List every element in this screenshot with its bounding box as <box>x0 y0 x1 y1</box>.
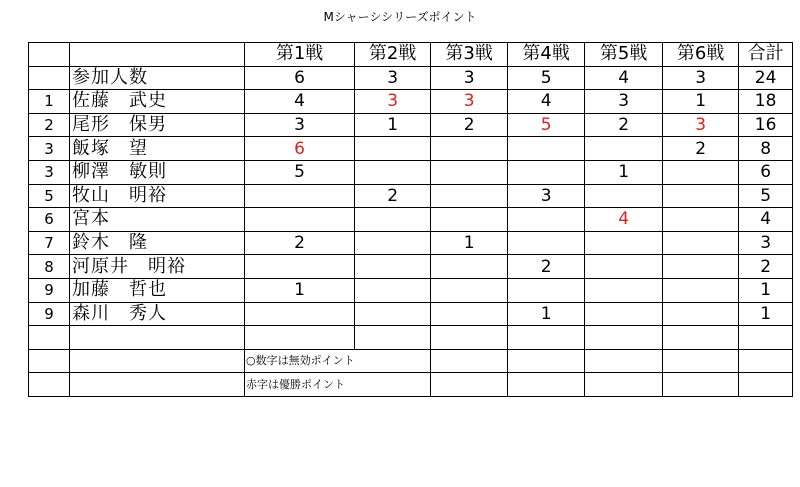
note-name-cell <box>70 373 245 397</box>
blank-cell <box>739 326 793 350</box>
header-total: 合計 <box>739 43 793 67</box>
race-1-points: 3 <box>245 113 355 137</box>
note-empty-cell <box>431 349 508 373</box>
table-row <box>29 90 793 114</box>
race-2-points: 2 <box>355 184 431 208</box>
rank-cell: 8 <box>29 255 70 279</box>
table-row <box>29 208 793 232</box>
race-3-points <box>431 255 508 279</box>
total-points: 5 <box>739 184 793 208</box>
blank-cell <box>355 326 431 350</box>
table-row <box>29 113 793 137</box>
race-6-points <box>663 255 739 279</box>
note-row-winner <box>29 373 793 397</box>
race-2-points <box>355 231 431 255</box>
race-6-points: 1 <box>663 90 739 114</box>
race-6-points <box>663 160 739 184</box>
participants-label: 参加人数 <box>70 66 245 90</box>
race-5-points: 3 <box>585 90 663 114</box>
rank-cell: 2 <box>29 113 70 137</box>
race-4-points <box>508 137 585 161</box>
rank-cell: 3 <box>29 160 70 184</box>
total-points: 16 <box>739 113 793 137</box>
blank-row <box>29 326 793 350</box>
race-6-points <box>663 231 739 255</box>
blank-cell <box>70 326 245 350</box>
race-4-points: 5 <box>508 113 585 137</box>
blank-cell <box>245 326 355 350</box>
race-1-points <box>245 255 355 279</box>
race-4-points: 4 <box>508 90 585 114</box>
note-empty-cell <box>585 349 663 373</box>
race-3-points <box>431 278 508 302</box>
page-title: Mシャーシシリーズポイント <box>323 10 477 24</box>
participants-count-6: 3 <box>663 66 739 90</box>
race-5-points <box>585 184 663 208</box>
player-name: 鈴木 隆 <box>70 231 245 255</box>
race-1-points: 4 <box>245 90 355 114</box>
header-race-5: 第5戦 <box>585 43 663 67</box>
note-empty-cell <box>739 349 793 373</box>
race-2-points <box>355 208 431 232</box>
player-name: 柳澤 敏則 <box>70 160 245 184</box>
participants-rank-cell <box>29 66 70 90</box>
race-3-points: 3 <box>431 90 508 114</box>
note-empty-cell <box>508 349 585 373</box>
note-rank-cell <box>29 349 70 373</box>
race-3-points <box>431 184 508 208</box>
race-1-points: 1 <box>245 278 355 302</box>
note-empty-cell <box>663 349 739 373</box>
race-1-points <box>245 302 355 326</box>
blank-cell <box>663 326 739 350</box>
race-5-points: 4 <box>585 208 663 232</box>
note-empty-cell <box>585 373 663 397</box>
player-name: 飯塚 望 <box>70 137 245 161</box>
table-row <box>29 184 793 208</box>
total-points: 8 <box>739 137 793 161</box>
rank-cell: 5 <box>29 184 70 208</box>
note-invalid-points: ○数字は無効ポイント <box>245 349 355 373</box>
participants-total: 24 <box>739 66 793 90</box>
race-5-points <box>585 231 663 255</box>
total-points: 18 <box>739 90 793 114</box>
race-2-points <box>355 160 431 184</box>
race-3-points <box>431 160 508 184</box>
participants-count-3: 3 <box>431 66 508 90</box>
note-continuation-cell <box>355 349 431 373</box>
race-4-points: 2 <box>508 255 585 279</box>
race-3-points <box>431 302 508 326</box>
participants-count-4: 5 <box>508 66 585 90</box>
blank-cell <box>29 326 70 350</box>
points-table <box>28 42 793 397</box>
note-rank-cell <box>29 373 70 397</box>
race-2-points <box>355 278 431 302</box>
header-row <box>29 43 793 67</box>
race-1-points: 2 <box>245 231 355 255</box>
table-row <box>29 231 793 255</box>
race-5-points <box>585 302 663 326</box>
race-1-points: 6 <box>245 137 355 161</box>
header-race-2: 第2戦 <box>355 43 431 67</box>
race-5-points <box>585 278 663 302</box>
race-3-points <box>431 208 508 232</box>
participants-count-1: 6 <box>245 66 355 90</box>
total-points: 2 <box>739 255 793 279</box>
race-4-points <box>508 160 585 184</box>
participants-row <box>29 66 793 90</box>
header-name-cell <box>70 43 245 67</box>
total-points: 6 <box>739 160 793 184</box>
total-points: 3 <box>739 231 793 255</box>
race-4-points <box>508 278 585 302</box>
note-name-cell <box>70 349 245 373</box>
header-race-1: 第1戦 <box>245 43 355 67</box>
rank-cell: 1 <box>29 90 70 114</box>
note-row-invalid <box>29 349 793 373</box>
race-2-points: 3 <box>355 90 431 114</box>
rank-cell: 9 <box>29 278 70 302</box>
race-5-points <box>585 255 663 279</box>
participants-count-2: 3 <box>355 66 431 90</box>
race-3-points <box>431 137 508 161</box>
race-5-points: 1 <box>585 160 663 184</box>
note-empty-cell <box>739 373 793 397</box>
player-name: 加藤 哲也 <box>70 278 245 302</box>
race-1-points <box>245 208 355 232</box>
table-row <box>29 278 793 302</box>
race-6-points: 2 <box>663 137 739 161</box>
note-empty-cell <box>508 373 585 397</box>
rank-cell: 9 <box>29 302 70 326</box>
header-rank-cell <box>29 43 70 67</box>
race-6-points <box>663 302 739 326</box>
race-5-points: 2 <box>585 113 663 137</box>
race-2-points <box>355 302 431 326</box>
race-3-points: 2 <box>431 113 508 137</box>
total-points: 4 <box>739 208 793 232</box>
rank-cell: 3 <box>29 137 70 161</box>
race-5-points <box>585 137 663 161</box>
player-name: 森川 秀人 <box>70 302 245 326</box>
total-points: 1 <box>739 278 793 302</box>
race-6-points <box>663 278 739 302</box>
participants-count-5: 4 <box>585 66 663 90</box>
player-name: 河原井 明裕 <box>70 255 245 279</box>
race-6-points <box>663 208 739 232</box>
race-1-points <box>245 184 355 208</box>
player-name: 宮本 <box>70 208 245 232</box>
table-row <box>29 255 793 279</box>
race-1-points: 5 <box>245 160 355 184</box>
race-6-points <box>663 184 739 208</box>
race-6-points: 3 <box>663 113 739 137</box>
header-race-6: 第6戦 <box>663 43 739 67</box>
note-winner-points: 赤字は優勝ポイント <box>245 373 355 397</box>
total-points: 1 <box>739 302 793 326</box>
header-race-3: 第3戦 <box>431 43 508 67</box>
race-3-points: 1 <box>431 231 508 255</box>
note-empty-cell <box>663 373 739 397</box>
blank-cell <box>508 326 585 350</box>
race-2-points <box>355 137 431 161</box>
player-name: 尾形 保男 <box>70 113 245 137</box>
race-4-points <box>508 208 585 232</box>
race-2-points: 1 <box>355 113 431 137</box>
race-4-points: 1 <box>508 302 585 326</box>
race-4-points <box>508 231 585 255</box>
table-row <box>29 160 793 184</box>
rank-cell: 7 <box>29 231 70 255</box>
table-row <box>29 302 793 326</box>
blank-cell <box>585 326 663 350</box>
points-table-body <box>29 43 793 397</box>
race-4-points: 3 <box>508 184 585 208</box>
header-race-4: 第4戦 <box>508 43 585 67</box>
note-empty-cell <box>431 373 508 397</box>
race-2-points <box>355 255 431 279</box>
rank-cell: 6 <box>29 208 70 232</box>
player-name: 牧山 明裕 <box>70 184 245 208</box>
blank-cell <box>431 326 508 350</box>
player-name: 佐藤 武史 <box>70 90 245 114</box>
table-row <box>29 137 793 161</box>
note-continuation-cell <box>355 373 431 397</box>
